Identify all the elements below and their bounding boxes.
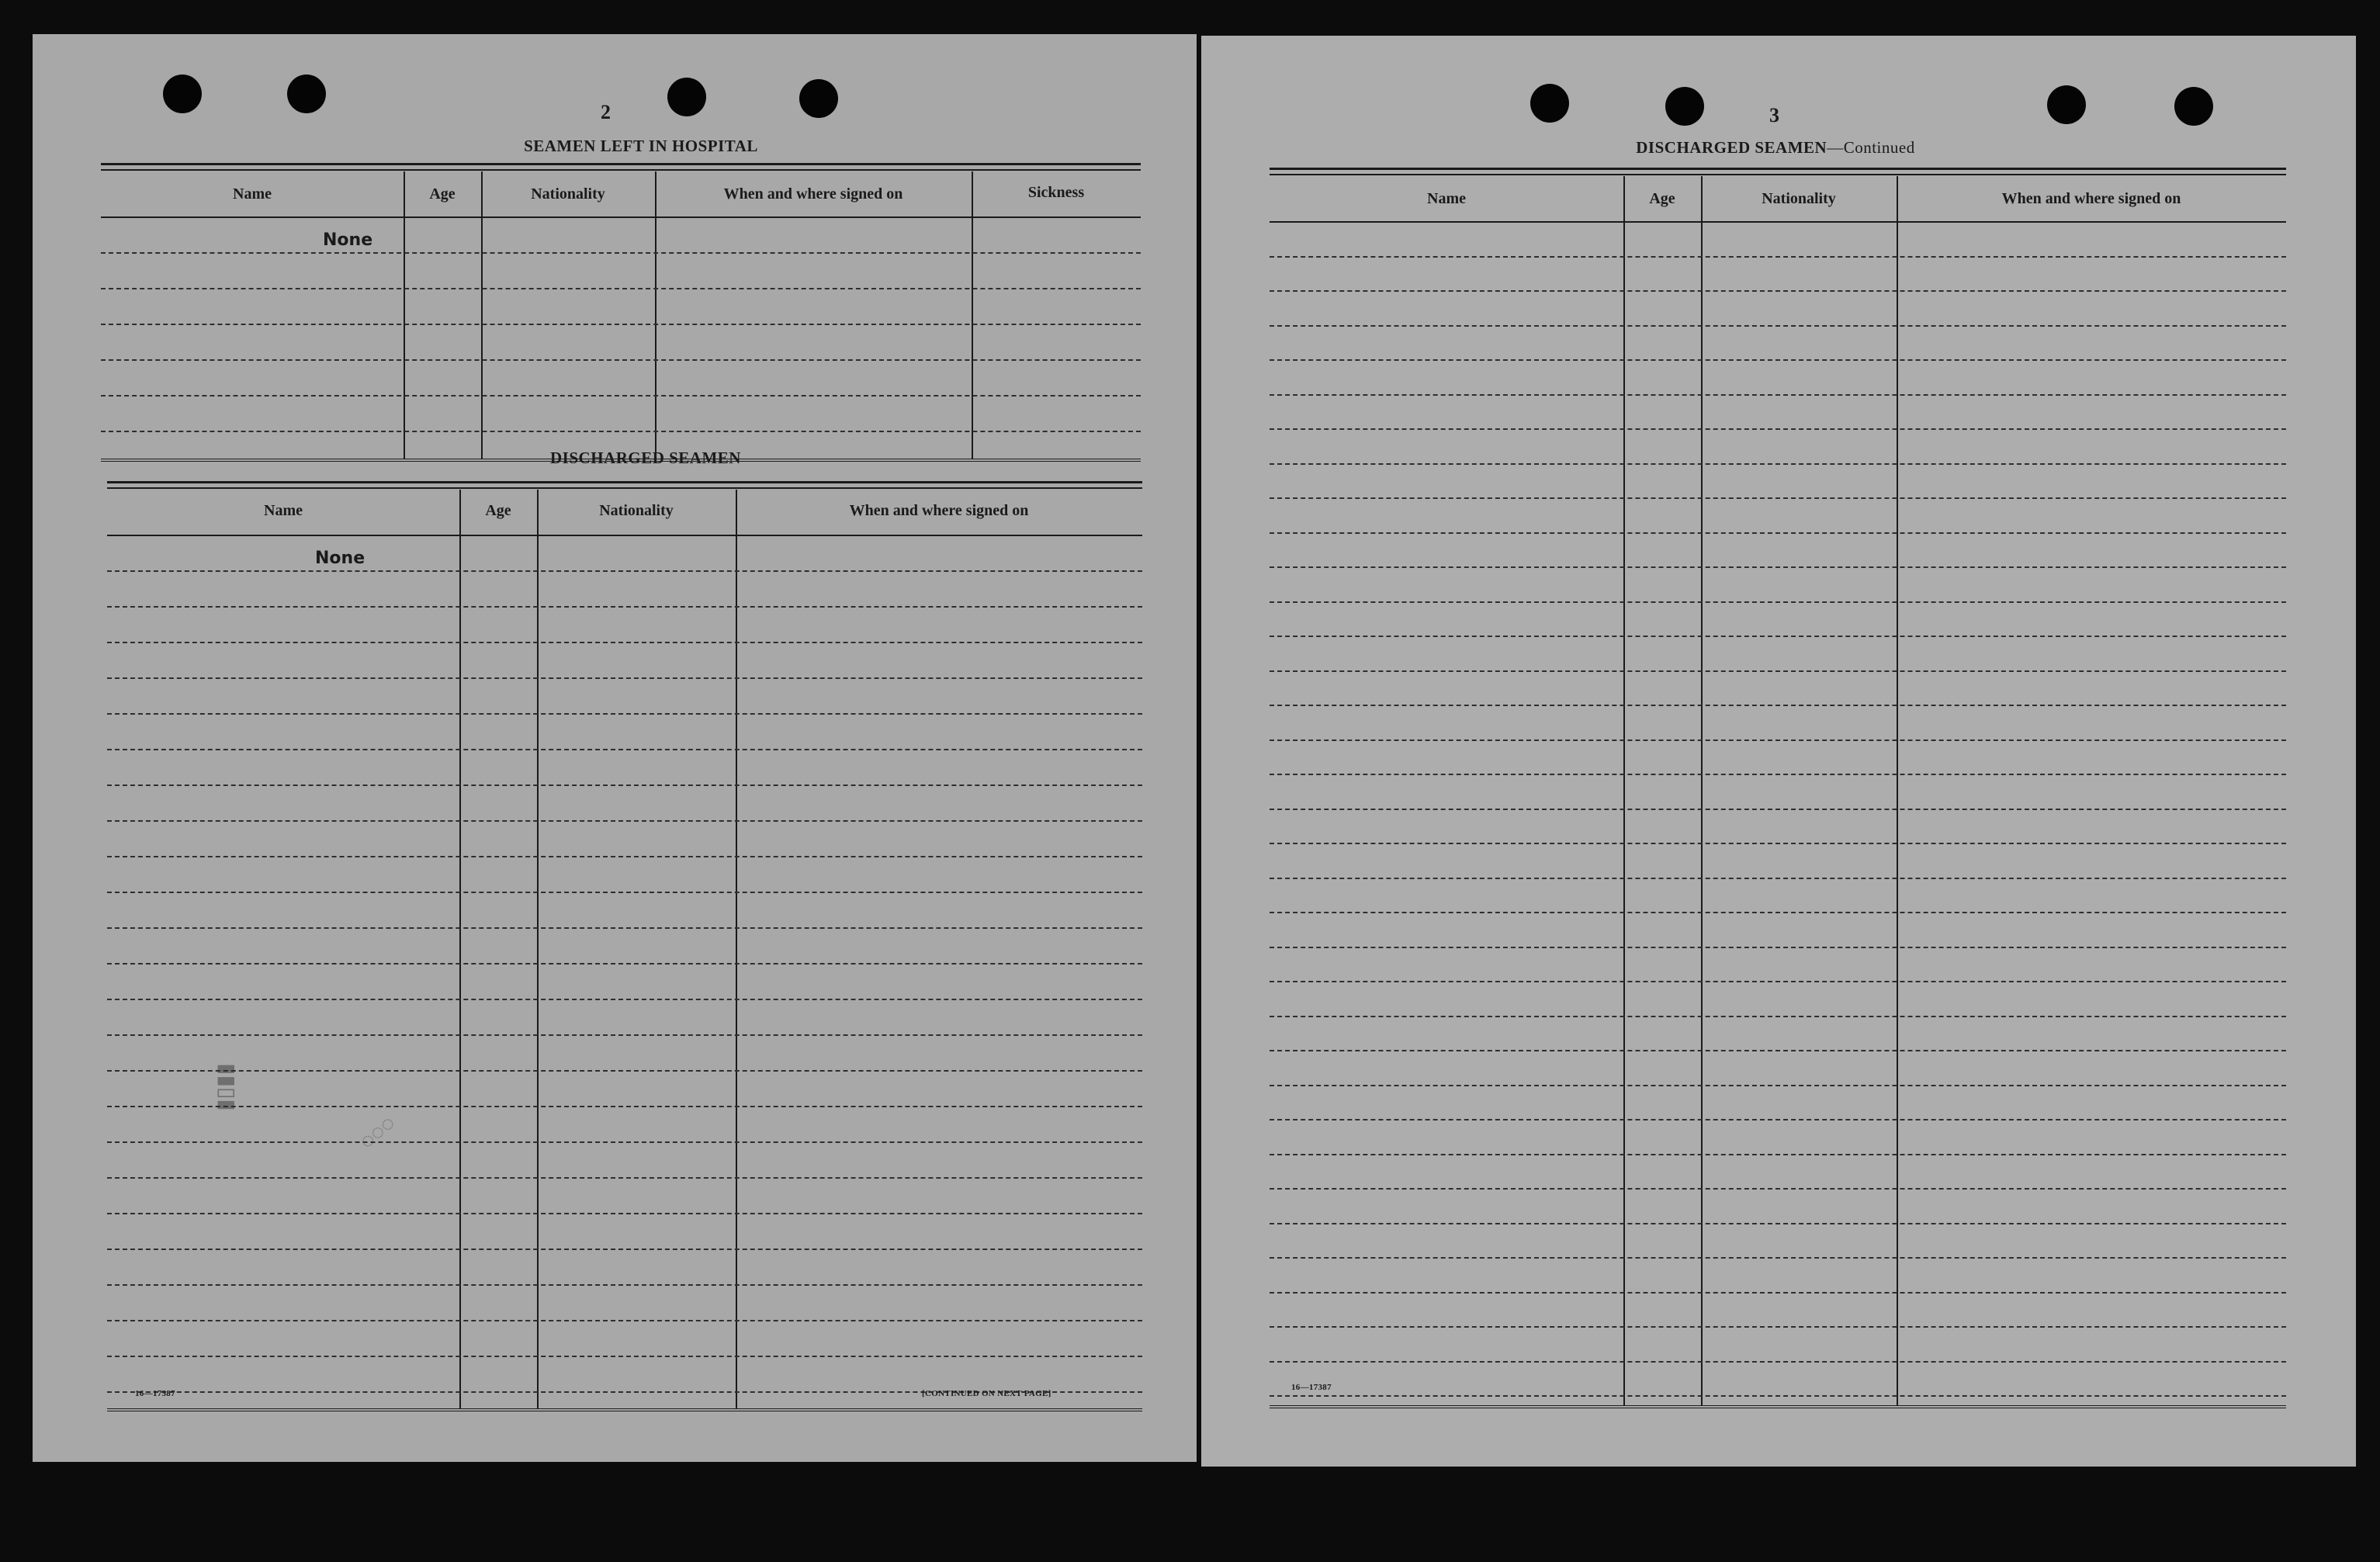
ruled-line [107, 677, 1142, 679]
ruled-line [107, 1320, 1142, 1321]
right-page [1201, 36, 2356, 1467]
ruled-line [1270, 601, 2286, 603]
ruled-line [1270, 290, 2286, 292]
ruled-line [107, 963, 1142, 965]
column-header-name: Name [264, 502, 303, 519]
ruled-line [107, 1106, 1142, 1107]
column-header-nationality: Nationality [1762, 190, 1836, 207]
ruled-line [107, 820, 1142, 822]
hospital-section-title: SEAMEN LEFT IN HOSPITAL [524, 137, 758, 155]
column-header-signed-on: When and where signed on [723, 185, 903, 203]
ruled-line [1270, 947, 2286, 948]
column-header-signed-on: When and where signed on [2001, 190, 2181, 207]
ruled-line [107, 749, 1142, 750]
ruled-line [101, 324, 1141, 325]
ruled-line [107, 1284, 1142, 1286]
ruled-line [1270, 636, 2286, 637]
ruled-line [107, 642, 1142, 643]
ruled-line [1270, 878, 2286, 879]
page-number: 2 [601, 101, 611, 123]
ruled-line [107, 570, 1142, 572]
ruled-line [1270, 1326, 2286, 1328]
ruled-line [1270, 1395, 2286, 1397]
ruled-line [1270, 670, 2286, 672]
ruled-line [1270, 325, 2286, 327]
punch-hole [2047, 85, 2086, 124]
faded-stamp: ◌◌◌ [355, 1110, 400, 1155]
discharged-section-title: DISCHARGED SEAMEN [550, 449, 741, 467]
ruled-line [1270, 463, 2286, 465]
discharged-entry: None [315, 549, 365, 568]
form-number: 16—17387 [1291, 1383, 1332, 1392]
ruled-line [1270, 1223, 2286, 1224]
punch-hole [287, 74, 326, 113]
punch-hole [2174, 87, 2213, 126]
ruled-line [1270, 774, 2286, 775]
ruled-line [1270, 1119, 2286, 1120]
ruled-line [1270, 394, 2286, 396]
section-title [1566, 138, 1985, 158]
form-number: 16—17387 [135, 1389, 175, 1398]
column-header-name: Name [233, 185, 272, 203]
column-header-age: Age [485, 502, 511, 519]
ruled-line [1270, 1188, 2286, 1190]
ruled-line [107, 1141, 1142, 1143]
column-header-name: Name [1427, 190, 1466, 207]
ruled-line [101, 359, 1141, 361]
ruled-line [1270, 1085, 2286, 1086]
ruled-line [1270, 1154, 2286, 1155]
column-header-age: Age [1649, 190, 1675, 207]
ruled-line [107, 606, 1142, 608]
ruled-line [107, 784, 1142, 786]
ruled-line [1270, 981, 2286, 982]
ruled-line [1270, 739, 2286, 741]
ruled-line [107, 1070, 1142, 1072]
ruled-line [1270, 256, 2286, 258]
ruled-line [1270, 532, 2286, 534]
ruled-line [107, 999, 1142, 1000]
ruled-line [1270, 912, 2286, 913]
punch-hole [1530, 84, 1569, 123]
ruled-line [1270, 359, 2286, 361]
ruled-line [1270, 1361, 2286, 1363]
ruled-line [107, 1177, 1142, 1179]
ruled-line [1270, 1016, 2286, 1017]
column-header-sickness: Sickness [1027, 184, 1085, 201]
column-header-age: Age [429, 185, 456, 203]
ruled-line [107, 892, 1142, 893]
punch-hole [1665, 87, 1704, 126]
section-title-main: DISCHARGED SEAMEN [1636, 138, 1827, 157]
ruled-line [107, 713, 1142, 715]
ruled-line [101, 431, 1141, 432]
continued-note: [CONTINUED ON NEXT PAGE] [922, 1389, 1051, 1398]
punch-hole [799, 79, 838, 118]
faded-stamp: ▮▮▯▮ [214, 1063, 239, 1111]
ruled-line [101, 395, 1141, 397]
hospital-entry: None [323, 230, 373, 250]
punch-hole [163, 74, 202, 113]
discharged-continued-header [1270, 176, 2286, 223]
ruled-line [107, 1249, 1142, 1250]
ruled-line [107, 1034, 1142, 1036]
page-number: 3 [1769, 104, 1779, 126]
ruled-line [1270, 809, 2286, 810]
punch-hole [667, 78, 706, 116]
ruled-line [107, 856, 1142, 857]
left-page [33, 34, 1197, 1462]
ruled-line [1270, 843, 2286, 844]
ruled-line [107, 927, 1142, 929]
ruled-line [101, 288, 1141, 289]
column-header-signed-on: When and where signed on [849, 502, 1029, 519]
ruled-line [1270, 1050, 2286, 1051]
ruled-line [107, 1356, 1142, 1357]
section-title-suffix: —Continued [1827, 138, 1915, 157]
column-header-nationality: Nationality [599, 502, 674, 519]
ruled-line [1270, 497, 2286, 499]
ruled-line [107, 1213, 1142, 1214]
ruled-line [1270, 1292, 2286, 1294]
ruled-line [1270, 1257, 2286, 1259]
ruled-line [1270, 705, 2286, 706]
discharged-table-header [107, 490, 1142, 536]
discharged-table [107, 481, 1142, 1411]
column-header-nationality: Nationality [531, 185, 605, 203]
hospital-table [101, 163, 1141, 462]
discharged-continued-table [1270, 168, 2286, 1408]
ruled-line [1270, 566, 2286, 568]
ruled-line [101, 252, 1141, 254]
ruled-line [1270, 428, 2286, 430]
hospital-table-header [101, 171, 1141, 218]
